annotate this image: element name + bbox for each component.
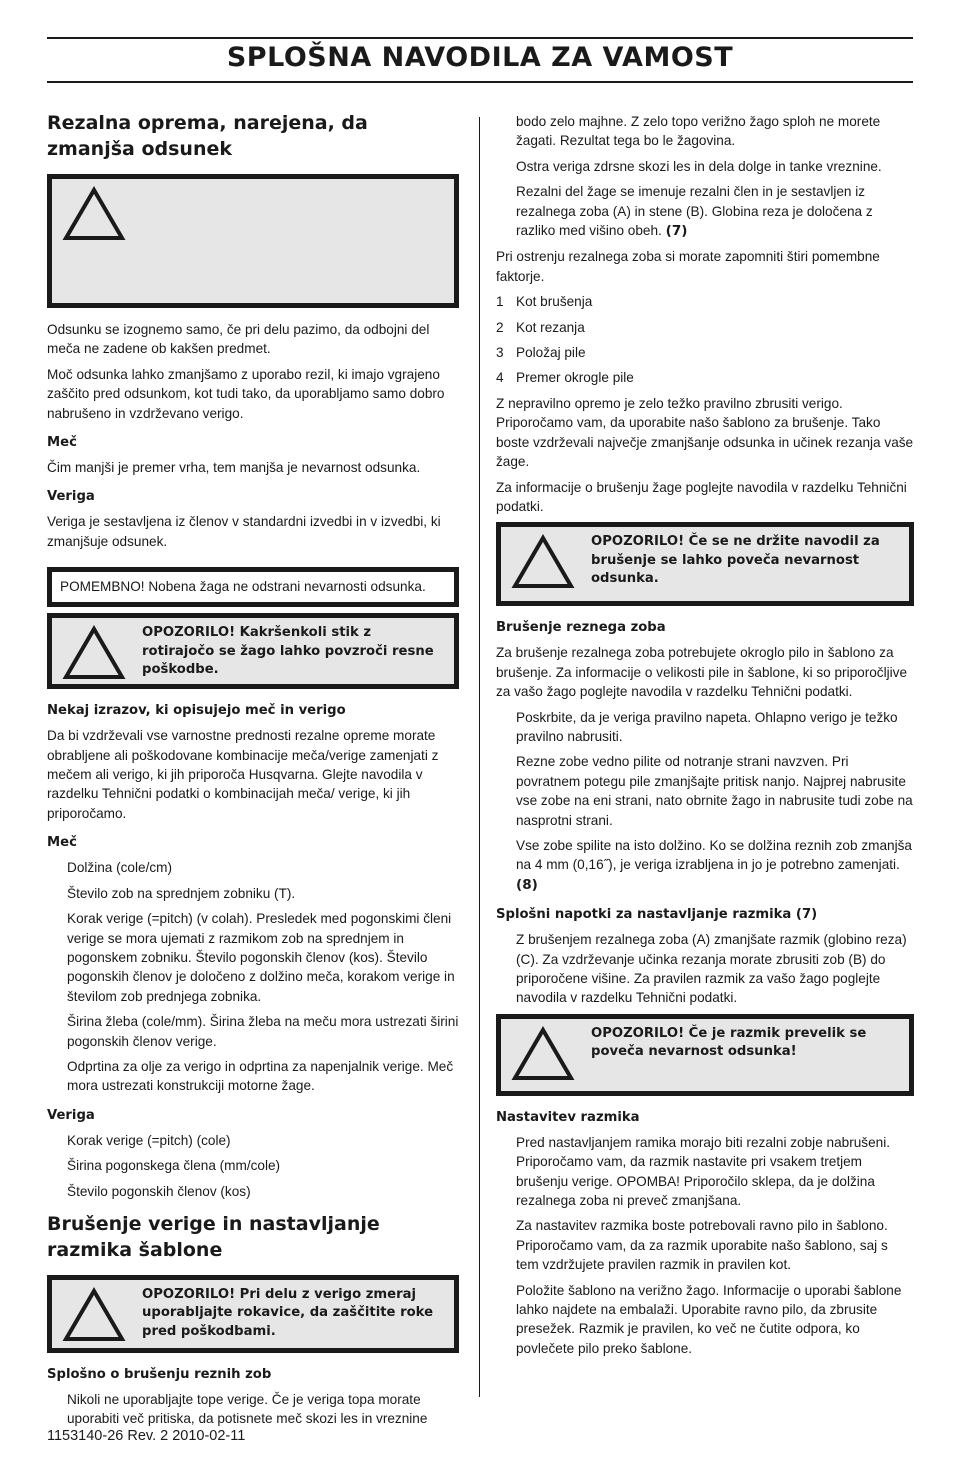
warning-box	[47, 1275, 459, 1353]
warning-text: OPOZORILO! Pri delu z verigo zmeraj uporabljajte rokavice, da zaščitite roke pred poškodbami.	[142, 1286, 434, 1339]
list-number: 2	[496, 319, 504, 335]
left-column	[47, 108, 459, 1435]
paragraph: Za nastavitev razmika boste potrebovali ravno pilo in šablono. Priporočamo vam, da za razmik uporabite našo šablono, saj s tem vzdržujete pravilen razmik in pravilen kot.	[516, 1218, 888, 1273]
warning-triangle-icon	[62, 1287, 126, 1343]
subheading-general-sharpening: Splošno o brušenju reznih zob	[47, 1366, 272, 1382]
list-text: Kot rezanja	[516, 319, 585, 335]
list-item: Odprtina za olje za verigo in odprtina za napenjalnik verige. Meč mora ustrezati konstrukciji motorne žage.	[67, 1058, 454, 1094]
list-text: Kot brušenja	[516, 294, 593, 310]
paragraph: Nikoli ne uporabljajte tope verige. Če je veriga topa morate uporabiti več pritiska, da potisnete meč skozi les in vreznine	[67, 1391, 428, 1427]
figure-reference: (7)	[665, 223, 688, 240]
subheading-tooth-sharpening: Brušenje reznega zoba	[496, 620, 666, 636]
list-item: Število zob na sprednjem zobniku (T).	[67, 885, 296, 901]
subheading-bar: Meč	[47, 435, 77, 451]
list-item	[496, 368, 914, 387]
list-item: Korak verige (=pitch) (cole)	[67, 1132, 231, 1148]
subheading-chain: Veriga	[47, 489, 95, 505]
subheading-chain: Veriga	[47, 1107, 95, 1123]
list-number: 1	[496, 294, 504, 310]
paragraph: Položite šablono na verižno žago. Informacije o uporabi šablone lahko najdete na embalaži. Uporabite ravno pilo, da zbrusite presežek. Razmik je pravilen, ko več ne čutite odpora, ko povlečete pilo preko šablone.	[516, 1282, 902, 1356]
subheading-bar: Meč	[47, 835, 77, 851]
paragraph: Veriga je sestavljena iz členov v standardni izvedbi in v izvedbi, ki zmanjšuje odsunek.	[47, 514, 441, 549]
paragraph-text: Vse zobe spilite na isto dolžino. Ko se dolžina reznih zob zmanjša na 4 mm (0,16˝), je veriga izrabljena in jo je potrebno zamenjati.	[516, 837, 912, 873]
list-text: Položaj pile	[516, 345, 586, 361]
paragraph: Moč odsunka lahko zmanjšamo z uporabo rezil, ki imajo vgrajeno zaščito pred odsunkom, kot tudi tako, da uporabljamo samo dobro nabrušeno in vzdrževano verigo.	[47, 366, 445, 421]
header-top-rule	[47, 37, 913, 39]
list-item	[496, 343, 914, 362]
warning-box	[47, 613, 459, 689]
paragraph	[496, 182, 914, 241]
list-number: 4	[496, 370, 504, 386]
paragraph: bodo zelo majhne. Z zelo topo verižno žago sploh ne morete žagati. Rezultat tega bo le žagovina.	[516, 114, 881, 149]
warning-triangle-icon	[62, 186, 126, 242]
paragraph: Odsunku se izognemo samo, če pri delu pazimo, da odbojni del meča ne zadene ob kakšen predmet.	[47, 322, 430, 357]
section-title-sharpening: Brušenje verige in nastavljanje razmika šablone	[47, 1212, 380, 1261]
paragraph: Poskrbite, da je veriga pravilno napeta. Ohlapno verigo je težko pravilno nabrusiti.	[516, 709, 898, 744]
paragraph-text: Rezalni del žage se imenuje rezalni člen in je sestavljen iz rezalnega zoba (A) in stene (B). Globina reza je določena z razliko med višino obeh.	[516, 184, 873, 239]
paragraph	[496, 836, 914, 895]
list-text: Premer okrogle pile	[516, 370, 634, 386]
paragraph: Čim manjši je premer vrha, tem manjša je nevarnost odsunka.	[47, 460, 421, 476]
warning-box	[496, 1014, 914, 1096]
list-number: 3	[496, 345, 504, 361]
warning-triangle-icon	[511, 1026, 575, 1082]
paragraph: Za informacije o brušenju žage poglejte navodila v razdelku Tehnični podatki.	[496, 479, 907, 514]
warning-text: OPOZORILO! Če je razmik prevelik se poveča nevarnost odsunka!	[591, 1025, 867, 1060]
list-item	[496, 292, 914, 311]
subheading-depth-gauge: Splošni napotki za nastavljanje razmika (7)	[496, 907, 818, 923]
figure-reference: (8)	[516, 876, 538, 893]
section-title-kickback: Rezalna oprema, narejena, da zmanjša odsunek	[47, 112, 368, 160]
paragraph: Pred nastavljanjem ramika morajo biti rezalni zobje nabrušeni. Priporočamo vam, da razmik nastavite pri vsakem tretjem brušenju verige. OPOMBA! Priporočilo sklepa, da je dolžina rezalnega zoba ni preveč zmanjšana.	[516, 1134, 891, 1209]
list-item: Število pogonskih členov (kos)	[67, 1183, 251, 1199]
list-item: Širina pogonskega člena (mm/cole)	[67, 1158, 281, 1174]
paragraph: Rezne zobe vedno pilite od notranje strani navzven. Pri povratnem potegu pile zmanjšajte pritisk nanjo. Najprej nabrusite vse zobe na eni strani, nato obrnite žago in nabrusite tudi zobe na nasprotni strani.	[516, 754, 913, 828]
footer-doc-id: 1153140-26 Rev. 2 2010-02-11	[47, 1428, 246, 1444]
list-item: Korak verige (=pitch) (v colah). Presledek med pogonskimi členi verige se mora ujemati z razmikom zob na sprednjem in pogonskem zobniku. Število pogonskih členov (kos). Število pogonskih členov je določeno z dolžino meča, korakom verige in številom zob prednjega zobnika.	[67, 911, 455, 1004]
subheading-depth-setting: Nastavitev razmika	[496, 1109, 640, 1125]
subheading-terms: Nekaj izrazov, ki opisujejo meč in verigo	[47, 703, 346, 719]
list-item: Širina žleba (cole/mm). Širina žleba na meču mora ustrezati širini pogonskih členov verige.	[67, 1014, 459, 1049]
paragraph: Z brušenjem rezalnega zoba (A) zmanjšate razmik (globino reza) (C). Za vzdrževanje učinka rezanja morate zbrusiti zob (B) do priporočene višine. Za pravilen razmik za vašo žago poglejte navodila v razdelku Tehnični podatki.	[516, 932, 907, 1006]
warning-box-large	[47, 174, 459, 308]
warning-text: OPOZORILO! Kakršenkoli stik z rotirajočo se žago lahko povzroči resne poškodbe.	[142, 625, 434, 678]
paragraph: Ostra veriga zdrsne skozi les in dela dolge in tanke vreznine.	[516, 158, 882, 174]
paragraph: Pri ostrenju rezalnega zoba si morate zapomniti štiri pomembne faktorje.	[496, 249, 880, 284]
warning-triangle-icon	[511, 534, 575, 590]
page-title: SPLOŠNA NAVODILA ZA VAMOST	[226, 42, 734, 73]
list-item	[496, 318, 914, 337]
column-divider	[479, 117, 480, 1397]
right-column	[496, 112, 914, 1364]
list-item: Dolžina (cole/cm)	[67, 860, 172, 876]
important-notice-box: POMEMBNO! Nobena žaga ne odstrani nevarnosti odsunka.	[47, 567, 459, 607]
paragraph: Za brušenje rezalnega zoba potrebujete okroglo pilo in šablono za brušenje. Za informacije o velikosti pile in šablone, ki so priporočljive za vašo žago poglejte navodila v razdelku Tehnični podatki.	[496, 645, 908, 700]
warning-text: OPOZORILO! Če se ne držite navodil za brušenje se lahko poveča nevarnost odsunka.	[591, 534, 880, 587]
warning-box	[496, 522, 914, 606]
warning-triangle-icon	[62, 625, 126, 681]
header-bottom-rule	[47, 81, 913, 83]
paragraph: Da bi vzdrževali vse varnostne prednosti rezalne opreme morate obrabljene ali poškodovane kombinacije meča/verige zamenjati z mečem ali verigo, ki jih priporoča Husqvarna. Glejte navodila v razdelku Tehnični podatki o kombinacijah meča/ verige, ki jih priporočamo.	[47, 728, 439, 821]
paragraph: Z nepravilno opremo je zelo težko pravilno zbrusiti verigo. Priporočamo vam, da uporabite našo šablono za brušenje. Tako boste vzdrževali največje zmanjšanje odsunka in učinek rezanja vaše žage.	[496, 395, 914, 470]
